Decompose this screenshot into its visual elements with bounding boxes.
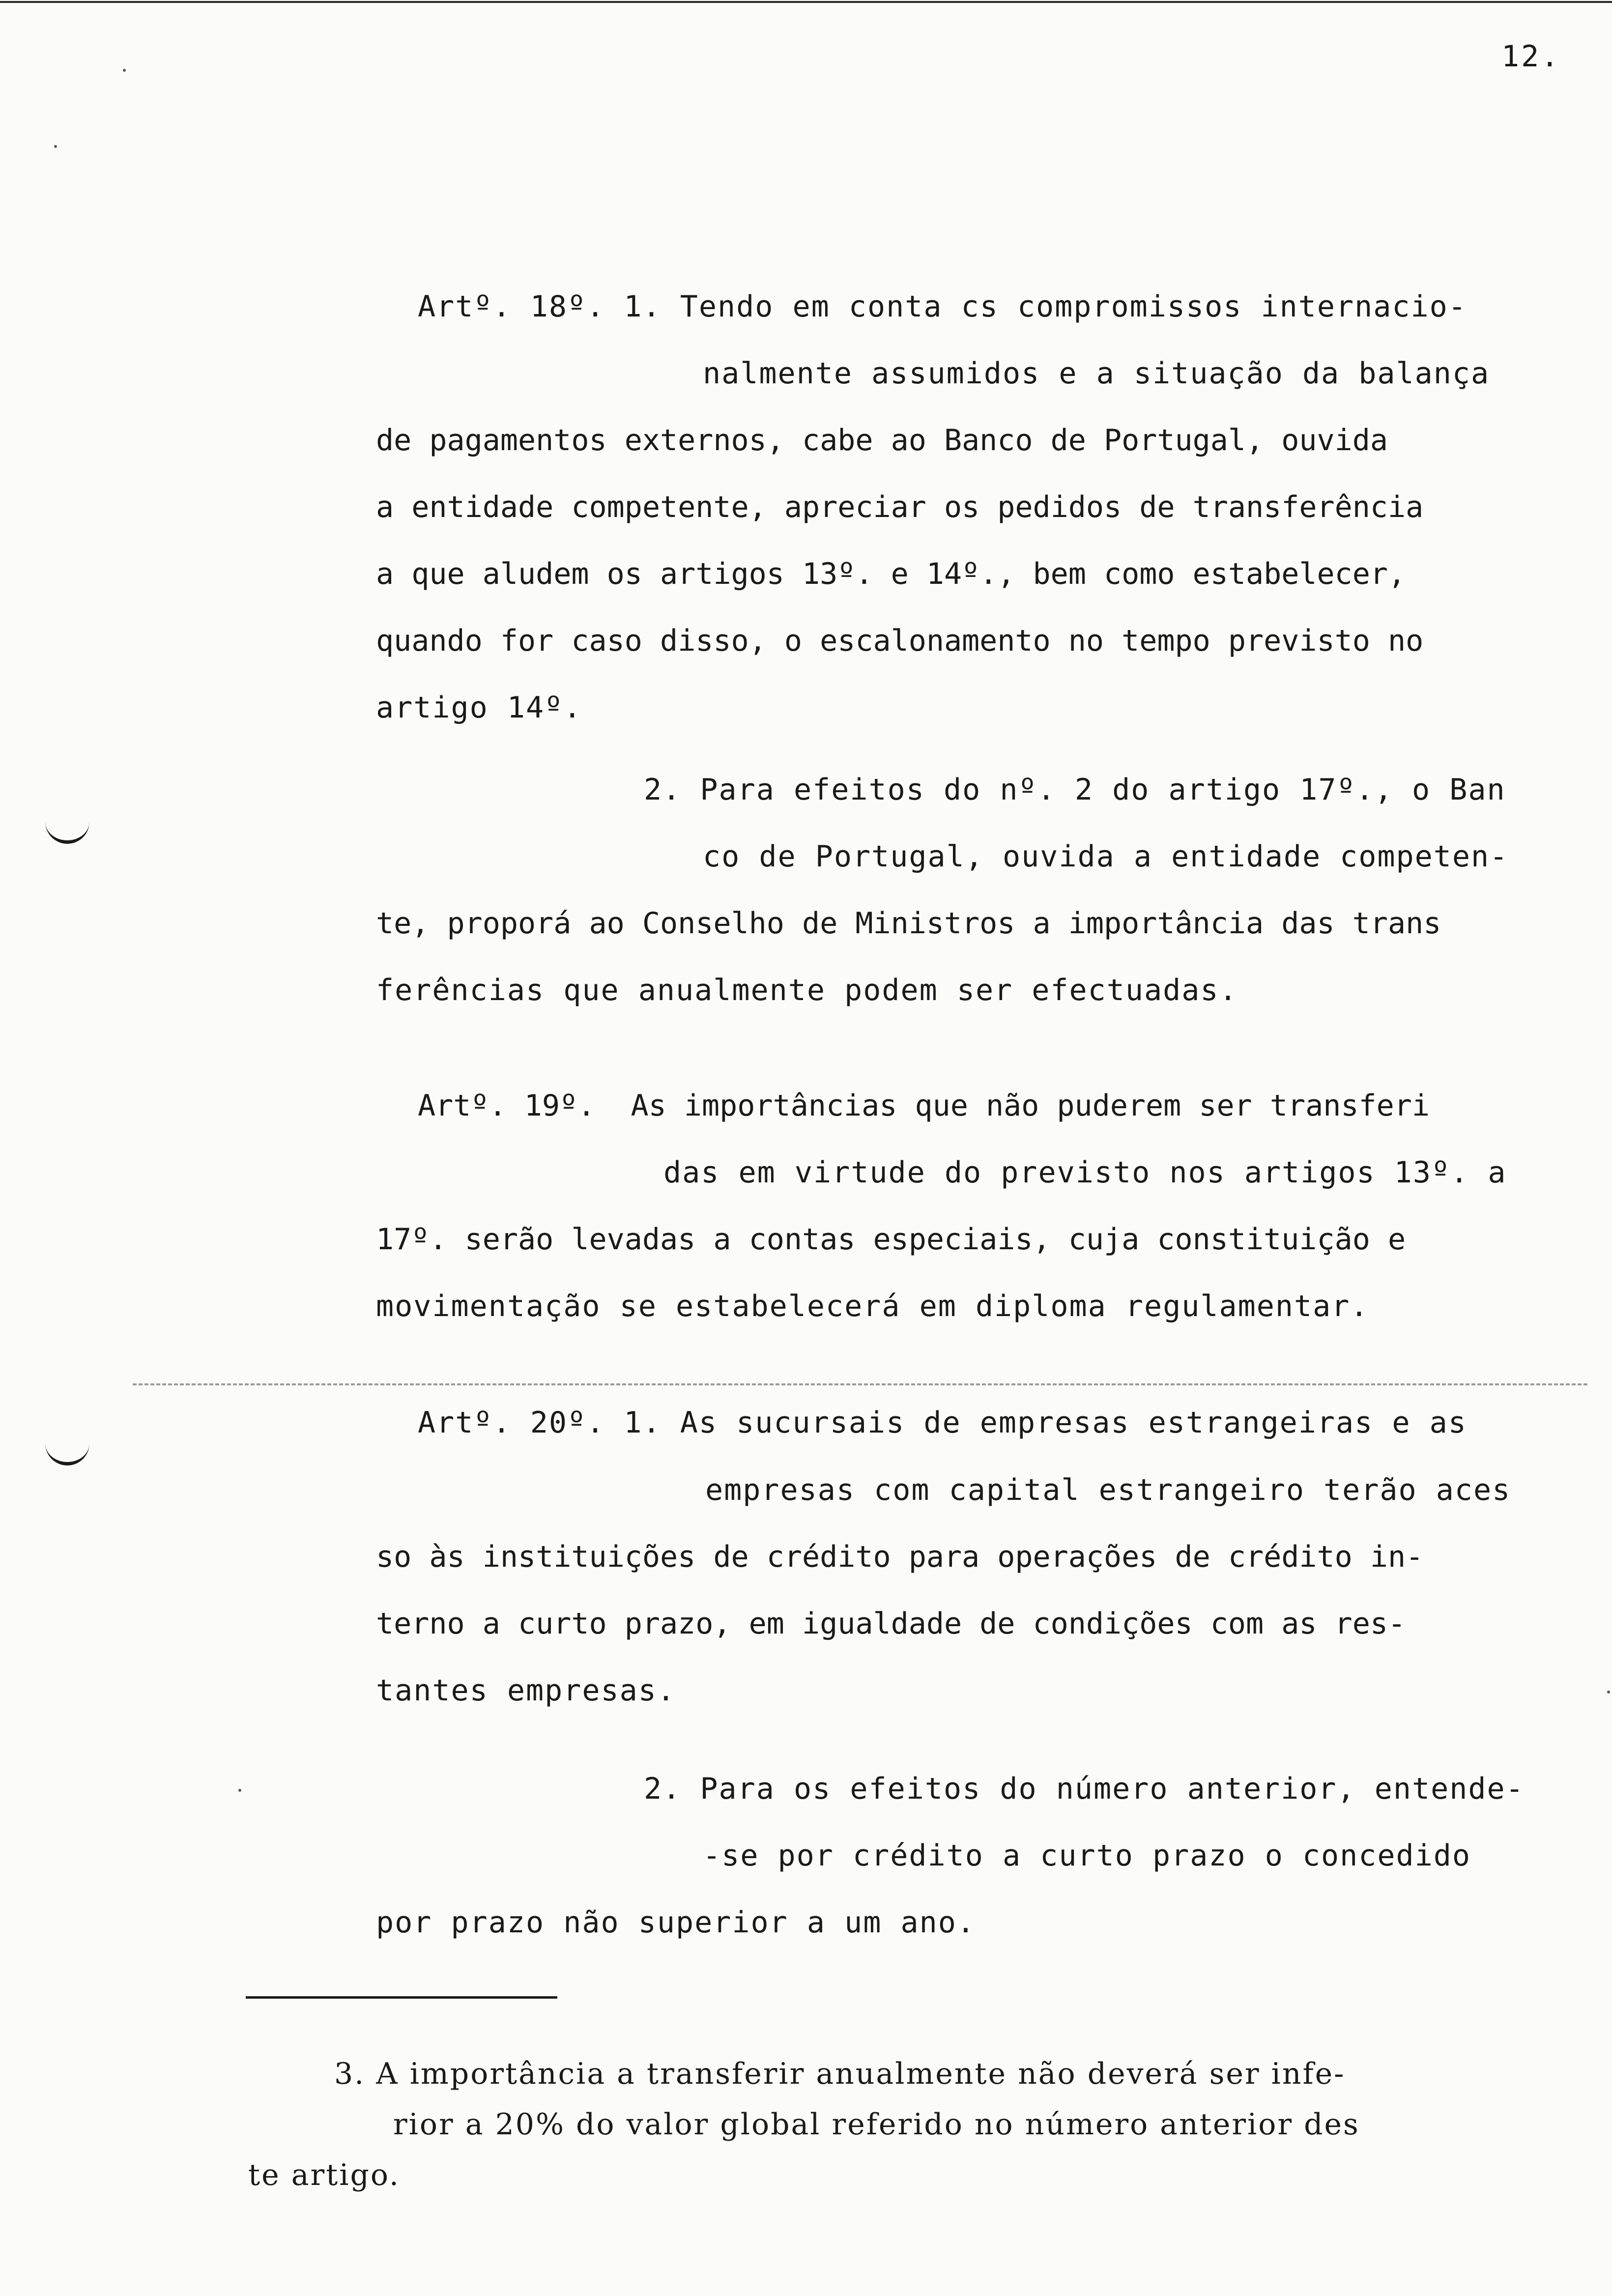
art20-line-4: terno a curto prazo, em igualdade de condições com as res- <box>376 1607 1406 1641</box>
scan-speck <box>238 1789 241 1792</box>
art18-p2-line-3: te, proporá ao Conselho de Ministros a importância das trans <box>376 906 1441 941</box>
art19-line-2: das em virtude do previsto nos artigos 13º. a <box>663 1155 1507 1190</box>
footnote-line-2: rior a 20% do valor global referido no número anterior des <box>393 2107 1360 2142</box>
art20-line-2: empresas com capital estrangeiro terão aces <box>705 1473 1511 1507</box>
art18-line-2: nalmente assumidos e a situação da balança <box>703 356 1490 391</box>
art18-p2-line-2: co de Portugal, ouvida a entidade competen- <box>703 839 1509 874</box>
scan-speck <box>1607 1691 1610 1693</box>
art19-line-1: Artº. 19º. As importâncias que não puderem ser transferi <box>418 1089 1430 1123</box>
art20-line-3: so às instituições de crédito para operações de crédito in- <box>376 1540 1424 1574</box>
art18-line-3: de pagamentos externos, cabe ao Banco de Portugal, ouvida <box>376 423 1388 458</box>
art18-p2-line-1: 2. Para efeitos do nº. 2 do artigo 17º., o Ban <box>644 773 1506 807</box>
scan-speck <box>123 69 126 72</box>
art18-line-5: a que aludem os artigos 13º. e 14º., bem como estabelecer, <box>376 557 1406 591</box>
scan-speck <box>54 145 57 148</box>
footnote-divider <box>246 1996 557 1999</box>
art20-p2-line-1: 2. Para os efeitos do número anterior, entende- <box>644 1772 1525 1806</box>
art18-line-1: Artº. 18º. 1. Tendo em conta cs compromissos internacio- <box>418 289 1467 324</box>
footnote-line-3: te artigo. <box>248 2158 400 2192</box>
margin-hole-mark <box>45 821 89 844</box>
faint-separator <box>133 1383 1587 1385</box>
art18-line-6: quando for caso disso, o escalonamento no tempo previsto no <box>376 624 1424 658</box>
art20-p2-line-3: por prazo não superior a um ano. <box>376 1905 976 1940</box>
art18-line-7: artigo 14º. <box>376 690 582 725</box>
art20-line-1: Artº. 20º. 1. As sucursais de empresas estrangeiras e as <box>418 1406 1467 1440</box>
page-number: 12. <box>1501 39 1561 74</box>
page-top-edge <box>0 1 1612 3</box>
art18-line-4: a entidade competente, apreciar os pedidos de transferência <box>376 490 1424 524</box>
art20-line-5: tantes empresas. <box>376 1673 676 1708</box>
art19-line-4: movimentação se estabelecerá em diploma regulamentar. <box>376 1289 1369 1323</box>
art20-p2-line-2: -se por crédito a curto prazo o concedido <box>703 1838 1471 1873</box>
art18-p2-line-4: ferências que anualmente podem ser efectuadas. <box>376 973 1238 1007</box>
footnote-line-1: 3. A importância a transferir anualmente não deverá ser infe- <box>334 2057 1346 2091</box>
margin-hole-mark <box>45 1442 89 1465</box>
art19-line-3: 17º. serão levadas a contas especiais, cuja constituição e <box>376 1222 1406 1257</box>
